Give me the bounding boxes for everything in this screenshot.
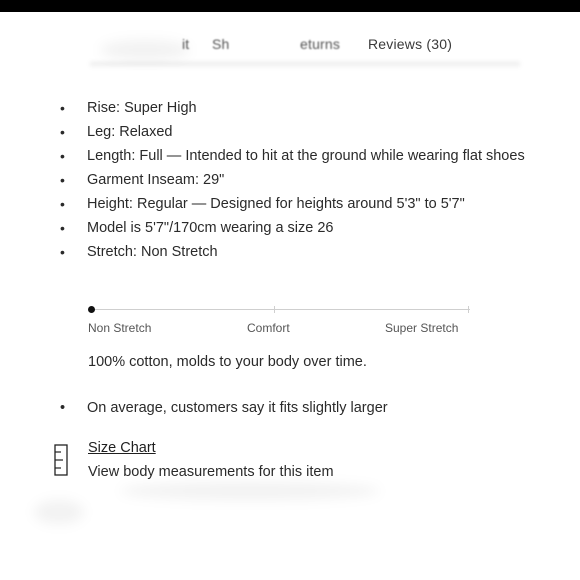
bullet-dot: •	[60, 124, 65, 140]
detail-text: Model is 5'7"/170cm wearing a size 26	[87, 220, 334, 236]
blur-artifact	[34, 500, 84, 524]
detail-length	[58, 144, 528, 168]
detail-text: Rise: Super High	[87, 100, 197, 116]
fit-note-text: On average, customers say it fits slightly larger	[87, 400, 388, 416]
detail-stretch	[58, 240, 528, 264]
detail-leg	[58, 120, 528, 144]
stretch-tick-comfort	[274, 306, 275, 313]
fabric-note: 100% cotton, molds to your body over time.	[88, 354, 367, 370]
size-chart-description: View body measurements for this item	[88, 464, 334, 480]
stretch-label-non: Non Stretch	[88, 321, 152, 335]
ruler-icon	[54, 444, 68, 476]
bullet-dot: •	[60, 100, 65, 116]
bullet-dot: •	[60, 148, 65, 164]
tab-fit[interactable]: it	[182, 36, 190, 52]
stretch-indicator	[88, 306, 95, 313]
stretch-label-comfort: Comfort	[247, 321, 290, 335]
detail-inseam	[58, 168, 528, 192]
detail-rise	[58, 96, 528, 120]
bullet-dot: •	[60, 244, 65, 260]
top-bar	[0, 0, 580, 12]
tabs-divider	[90, 62, 520, 68]
blur-artifact	[100, 40, 190, 60]
stretch-scale	[88, 304, 470, 316]
bullet-dot: •	[60, 172, 65, 188]
bullet-dot: •	[60, 196, 65, 212]
stretch-label-super: Super Stretch	[385, 321, 459, 335]
blur-artifact	[120, 482, 380, 500]
detail-text: Stretch: Non Stretch	[87, 244, 218, 260]
detail-text: Garment Inseam: 29"	[87, 172, 225, 188]
detail-height	[58, 192, 528, 216]
detail-text: Length: Full — Intended to hit at the ground while wearing flat shoes	[87, 148, 525, 164]
bullet-dot: •	[60, 220, 65, 236]
bullet-dot: •	[60, 400, 66, 416]
size-chart-link[interactable]: Size Chart	[88, 440, 156, 456]
stretch-tick-super	[468, 306, 469, 313]
detail-model	[58, 216, 528, 240]
tab-shipping[interactable]: Sh	[212, 36, 230, 52]
tab-returns[interactable]: eturns	[300, 36, 341, 52]
detail-text: Leg: Relaxed	[87, 124, 173, 140]
detail-text: Height: Regular — Designed for heights around 5'3" to 5'7"	[87, 196, 465, 212]
stretch-track	[90, 309, 470, 310]
fit-note	[58, 396, 388, 420]
product-details-list	[58, 96, 528, 264]
tab-reviews[interactable]: Reviews (30)	[368, 36, 453, 52]
